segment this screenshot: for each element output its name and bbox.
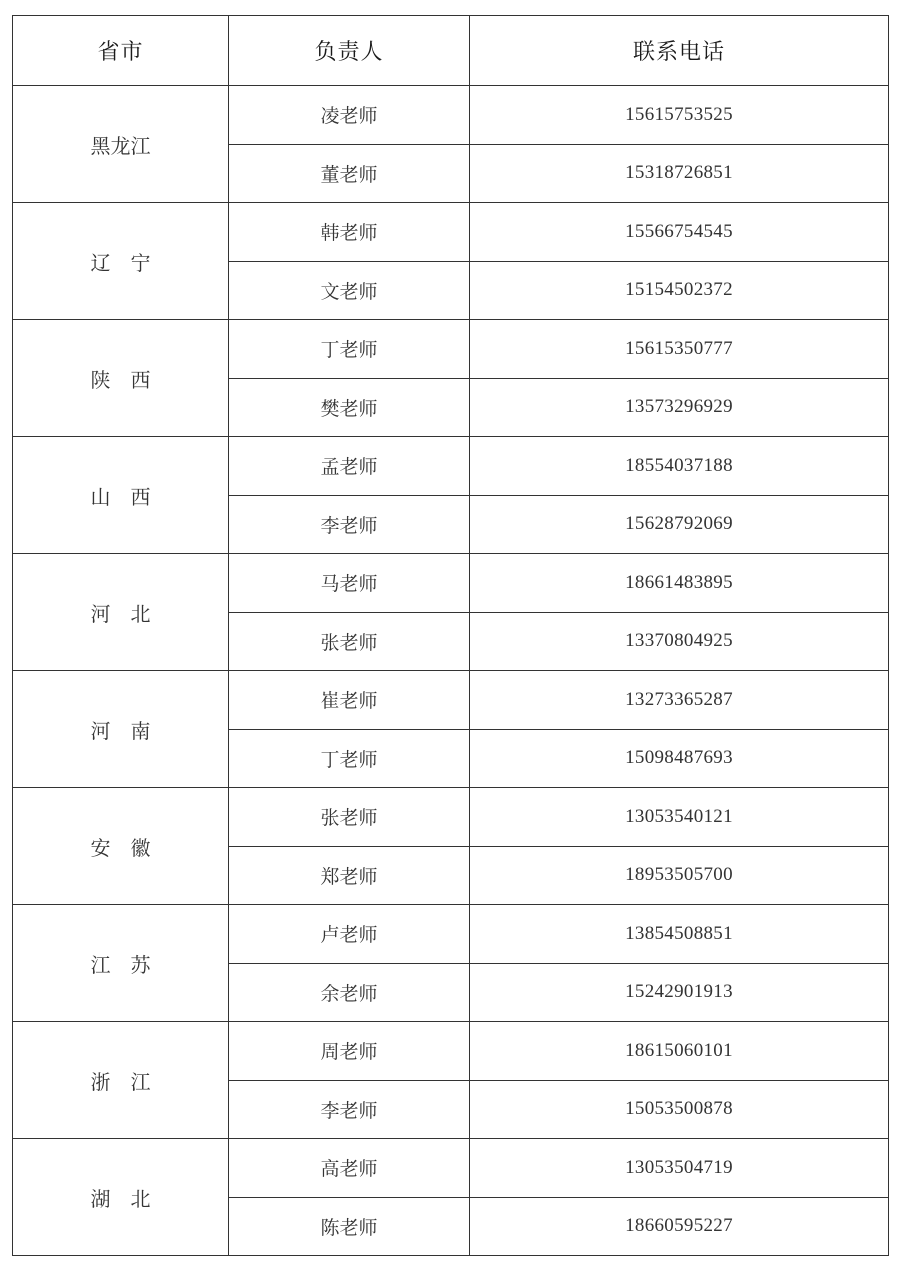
person-cell: 丁老师: [229, 729, 470, 788]
phone-cell: 15615753525: [470, 86, 889, 145]
phone-cell: 15318726851: [470, 144, 889, 203]
table-row: [13, 905, 889, 964]
table-row: [13, 1022, 889, 1081]
person-cell: 孟老师: [229, 437, 470, 496]
phone-cell: 18661483895: [470, 554, 889, 613]
phone-cell: 13273365287: [470, 671, 889, 730]
person-cell: 卢老师: [229, 905, 470, 964]
person-cell: 马老师: [229, 554, 470, 613]
person-cell: 陈老师: [229, 1197, 470, 1256]
person-cell: 樊老师: [229, 378, 470, 437]
person-cell: 韩老师: [229, 203, 470, 262]
phone-cell: 13573296929: [470, 378, 889, 437]
phone-cell: 18554037188: [470, 437, 889, 496]
table-row: [13, 1139, 889, 1198]
person-cell: 周老师: [229, 1022, 470, 1081]
province-cell: 河 北: [13, 554, 229, 671]
table-row: [13, 671, 889, 730]
phone-cell: 18615060101: [470, 1022, 889, 1081]
header-phone: 联系电话: [470, 16, 889, 86]
header-province: 省市: [13, 16, 229, 86]
person-cell: 崔老师: [229, 671, 470, 730]
header-person: 负责人: [229, 16, 470, 86]
phone-cell: 13053540121: [470, 788, 889, 847]
province-cell: 山 西: [13, 437, 229, 554]
table-row: [13, 437, 889, 496]
province-cell: 安 徽: [13, 788, 229, 905]
table-row: [13, 788, 889, 847]
person-cell: 张老师: [229, 612, 470, 671]
phone-cell: 15615350777: [470, 320, 889, 379]
phone-cell: 13053504719: [470, 1139, 889, 1198]
person-cell: 文老师: [229, 261, 470, 320]
phone-cell: 15566754545: [470, 203, 889, 262]
province-cell: 湖 北: [13, 1139, 229, 1256]
table-row: [13, 86, 889, 145]
person-cell: 余老师: [229, 963, 470, 1022]
province-cell: 辽 宁: [13, 203, 229, 320]
person-cell: 李老师: [229, 495, 470, 554]
contact-table: [12, 15, 889, 1256]
province-cell: 江 苏: [13, 905, 229, 1022]
province-cell: 陕 西: [13, 320, 229, 437]
phone-cell: 18953505700: [470, 846, 889, 905]
person-cell: 李老师: [229, 1080, 470, 1139]
person-cell: 董老师: [229, 144, 470, 203]
phone-cell: 15242901913: [470, 963, 889, 1022]
person-cell: 张老师: [229, 788, 470, 847]
phone-cell: 13370804925: [470, 612, 889, 671]
phone-cell: 15628792069: [470, 495, 889, 554]
person-cell: 丁老师: [229, 320, 470, 379]
province-cell: 河 南: [13, 671, 229, 788]
person-cell: 高老师: [229, 1139, 470, 1198]
province-cell: 黑龙江: [13, 86, 229, 203]
person-cell: 凌老师: [229, 86, 470, 145]
header-row: [13, 16, 889, 86]
phone-cell: 15098487693: [470, 729, 889, 788]
person-cell: 郑老师: [229, 846, 470, 905]
table-row: [13, 320, 889, 379]
phone-cell: 13854508851: [470, 905, 889, 964]
table-row: [13, 554, 889, 613]
table-body: [13, 86, 889, 1256]
phone-cell: 15053500878: [470, 1080, 889, 1139]
phone-cell: 18660595227: [470, 1197, 889, 1256]
table-row: [13, 203, 889, 262]
phone-cell: 15154502372: [470, 261, 889, 320]
province-cell: 浙 江: [13, 1022, 229, 1139]
